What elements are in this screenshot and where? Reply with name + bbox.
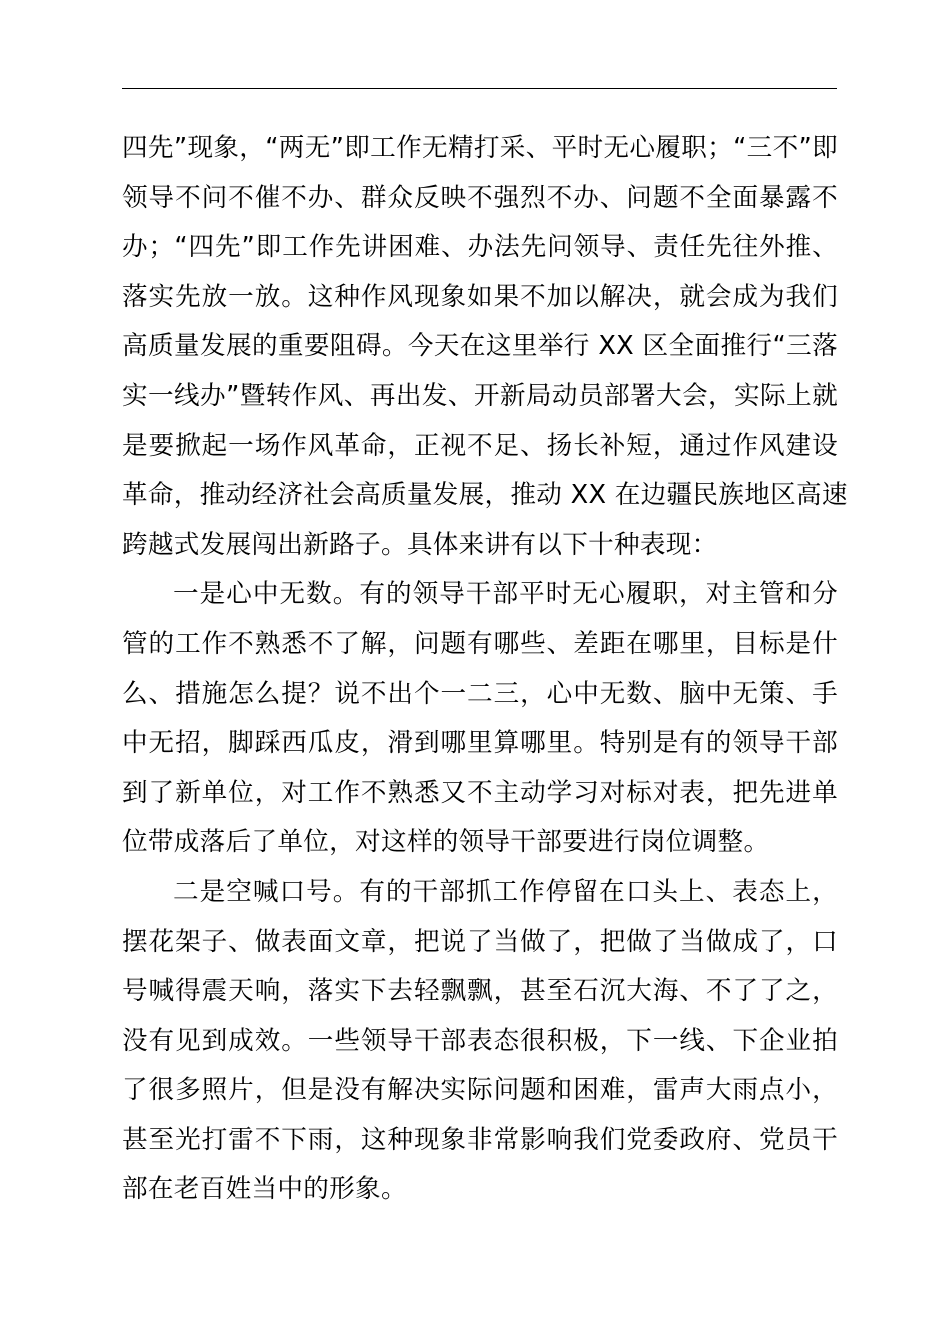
text-line: 革命，推动经济社会高质量发展，推动 XX 在边疆民族地区高速 xyxy=(122,480,848,511)
text-line: 二是空喊口号。有的干部抓工作停留在口头上、表态上， xyxy=(173,876,838,907)
paragraph-point-2 xyxy=(122,868,838,1215)
text-line: 位带成落后了单位，对这样的领导干部要进行岗位调整。 xyxy=(122,827,770,858)
text-line: 领导不问不催不办、群众反映不强烈不办、问题不全面暴露不 xyxy=(122,182,838,213)
text-line: 号喊得震天响，落实下去轻飘飘，甚至石沉大海、不了了之， xyxy=(122,976,838,1007)
text-line: 一是心中无数。有的领导干部平时无心履职，对主管和分 xyxy=(173,579,838,610)
text-line: 没有见到成效。一些领导干部表态很积极，下一线、下企业拍 xyxy=(122,1025,838,1056)
text-line: 么、措施怎么提？说不出个一二三，心中无数、脑中无策、手 xyxy=(122,678,838,709)
document-body xyxy=(122,124,848,1215)
text-line: 中无招，脚踩西瓜皮，滑到哪里算哪里。特别是有的领导干部 xyxy=(122,728,838,759)
text-line: 实一线办”暨转作风、再出发、开新局动员部署大会，实际上就 xyxy=(122,380,838,411)
text-line: 高质量发展的重要阻碍。今天在这里举行 XX 区全面推行“三落 xyxy=(122,331,838,362)
text-line: 管的工作不熟悉不了解，问题有哪些、差距在哪里，目标是什 xyxy=(122,628,838,659)
text-line: 部在老百姓当中的形象。 xyxy=(122,1174,407,1205)
text-line: 甚至光打雷不下雨，这种现象非常影响我们党委政府、党员干 xyxy=(122,1124,838,1155)
text-line: 四先”现象，“两无”即工作无精打采、平时无心履职；“三不”即 xyxy=(122,133,838,163)
paragraph-point-1 xyxy=(122,570,838,868)
text-line: 落实先放一放。这种作风现象如果不加以解决，就会成为我们 xyxy=(122,281,838,312)
text-line: 摆花架子、做表面文章，把说了当做了，把做了当做成了，口 xyxy=(122,926,838,957)
paragraph-intro xyxy=(122,124,848,570)
text-line: 到了新单位，对工作不熟悉又不主动学习对标对表，把先进单 xyxy=(122,777,838,808)
text-line: 是要掀起一场作风革命，正视不足、扬长补短，通过作风建设 xyxy=(122,430,838,461)
header-rule xyxy=(122,88,837,89)
text-line: 办；“四先”即工作先讲困难、办法先问领导、责任先往外推、 xyxy=(122,232,838,263)
text-line: 跨越式发展闯出新路子。具体来讲有以下十种表现： xyxy=(122,529,718,560)
text-line: 了很多照片，但是没有解决实际问题和困难，雷声大雨点小， xyxy=(122,1075,838,1106)
